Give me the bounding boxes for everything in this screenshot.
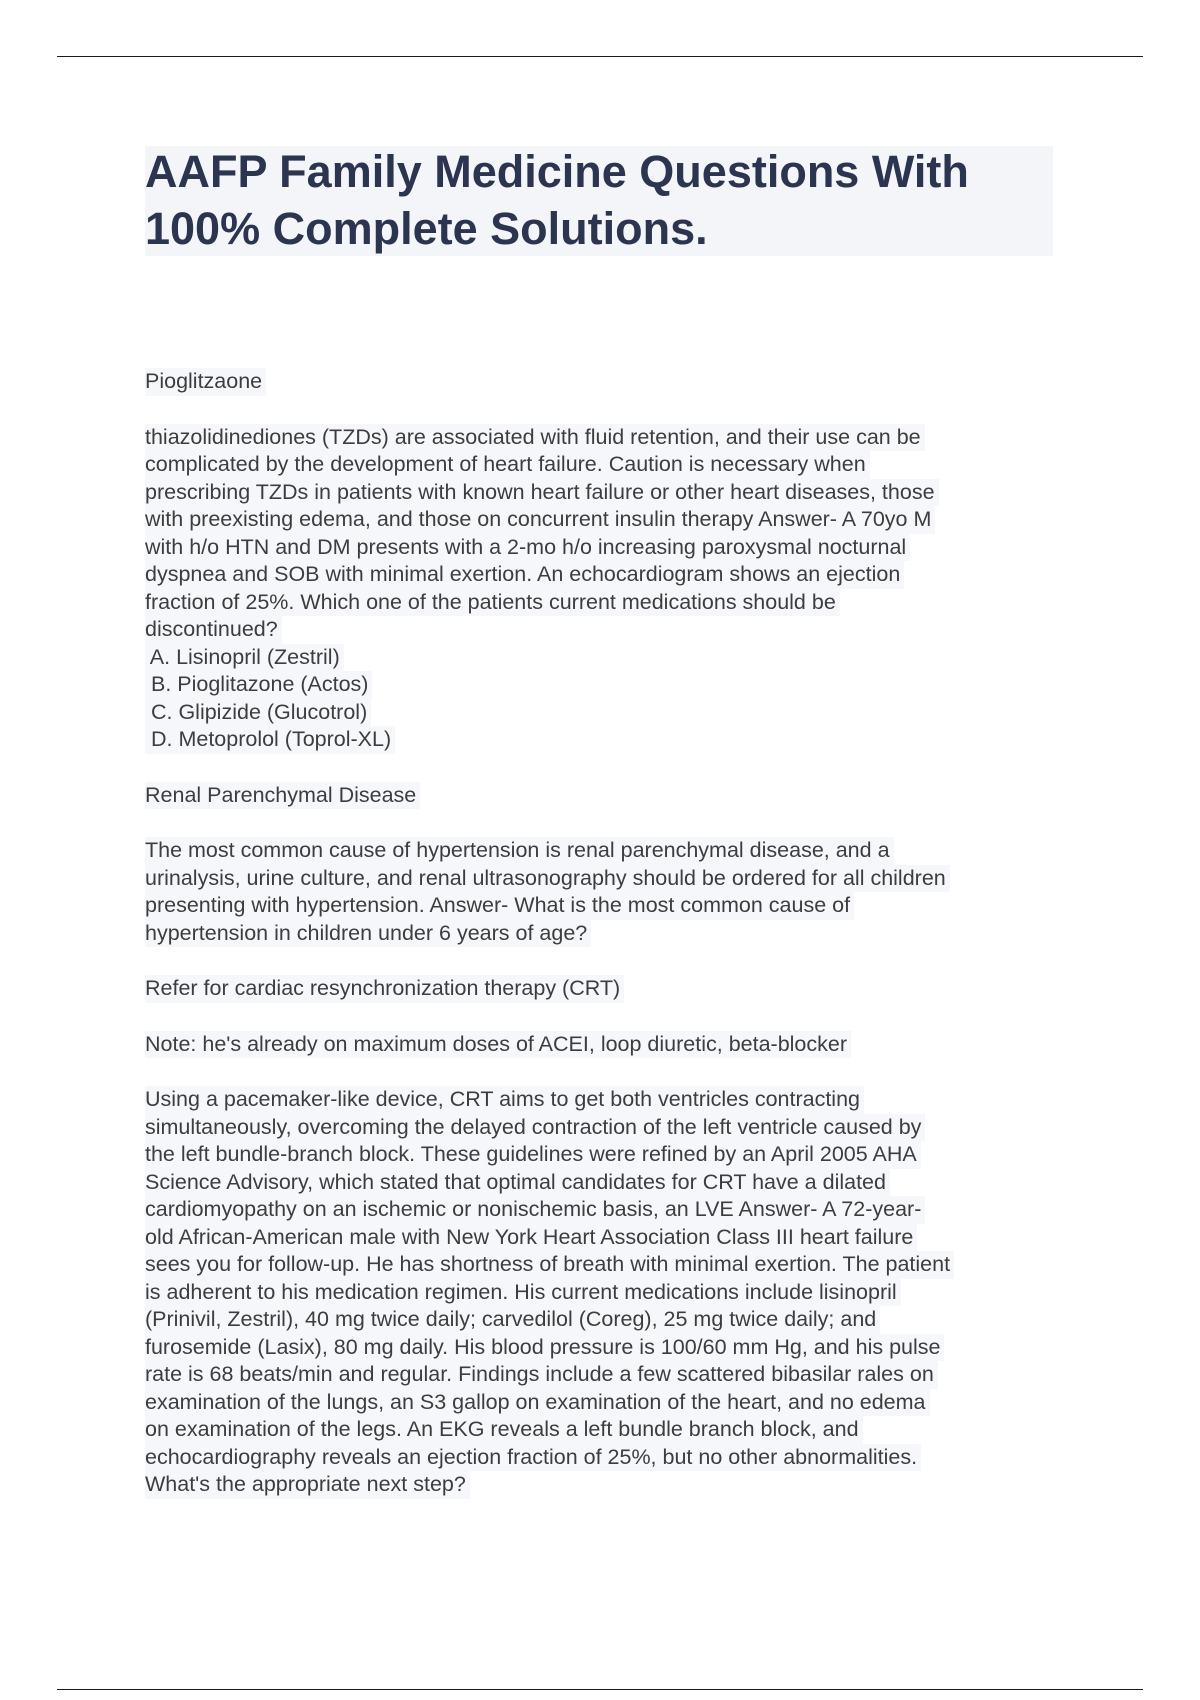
body-line: urinalysis, urine culture, and renal ultrasonography should be ordered for all children (145, 865, 950, 893)
card-3-note (145, 1031, 1045, 1059)
footer-rule (57, 1689, 1143, 1690)
body-line: is adherent to his medication regimen. His current medications include lisinopril (145, 1279, 901, 1307)
body-line: Science Advisory, which stated that optimal candidates for CRT have a dilated (145, 1169, 890, 1197)
answer-option: D. Metoprolol (Toprol-XL) (145, 726, 395, 754)
answer-option: A. Lisinopril (Zestril) (145, 644, 344, 672)
body-line: thiazolidinediones (TZDs) are associated with fluid retention, and their use can be (145, 424, 925, 452)
body-line: sees you for follow-up. He has shortness of breath with minimal exertion. The patient (145, 1251, 954, 1279)
body-line: examination of the lungs, an S3 gallop on examination of the heart, and no edema (145, 1389, 930, 1417)
answer-option: C. Glipizide (Glucotrol) (145, 699, 371, 727)
body-line: prescribing TZDs in patients with known heart failure or other heart diseases, those (145, 479, 939, 507)
header-rule (57, 56, 1143, 57)
note-text: Note: he's already on maximum doses of ACEI, loop diuretic, beta-blocker (145, 1031, 851, 1059)
body-line: complicated by the development of heart failure. Caution is necessary when (145, 451, 870, 479)
term-text: Refer for cardiac resynchronization therapy (CRT) (145, 975, 624, 1003)
body-line: furosemide (Lasix), 80 mg daily. His blood pressure is 100/60 mm Hg, and his pulse (145, 1334, 944, 1362)
body-line: dyspnea and SOB with minimal exertion. An echocardiogram shows an ejection (145, 561, 904, 589)
term-text: Renal Parenchymal Disease (145, 782, 420, 810)
term-text: Pioglitzaone (145, 368, 266, 396)
body-line: old African-American male with New York Heart Association Class III heart failure (145, 1224, 917, 1252)
document-body (145, 368, 1045, 1499)
card-2-term (145, 782, 1045, 810)
title-line: AAFP Family Medicine Questions With (145, 146, 969, 197)
body-line: simultaneously, overcoming the delayed contraction of the left ventricle caused by (145, 1114, 925, 1142)
body-line: echocardiography reveals an ejection fraction of 25%, but no other abnormalities. (145, 1444, 921, 1472)
body-line: hypertension in children under 6 years of age? (145, 920, 591, 948)
body-line: with preexisting edema, and those on concurrent insulin therapy Answer- A 70yo M (145, 506, 935, 534)
body-line: with h/o HTN and DM presents with a 2-mo h/o increasing paroxysmal nocturnal (145, 534, 910, 562)
body-line: the left bundle-branch block. These guidelines were refined by an April 2005 AHA (145, 1141, 921, 1169)
card-3-definition (145, 1086, 1045, 1499)
body-line: on examination of the legs. An EKG reveals a left bundle branch block, and (145, 1416, 863, 1444)
body-line: cardiomyopathy on an ischemic or nonischemic basis, an LVE Answer- A 72-year- (145, 1196, 925, 1224)
body-line: discontinued? (145, 616, 282, 644)
document-title (145, 143, 1053, 257)
card-2-definition (145, 837, 1045, 947)
body-line: What's the appropriate next step? (145, 1471, 470, 1499)
body-line: presenting with hypertension. Answer- What is the most common cause of (145, 892, 854, 920)
card-1-term (145, 368, 1045, 396)
answer-option: B. Pioglitazone (Actos) (145, 671, 372, 699)
body-line: rate is 68 beats/min and regular. Findings include a few scattered bibasilar rales on (145, 1361, 938, 1389)
body-line: (Prinivil, Zestril), 40 mg twice daily; carvedilol (Coreg), 25 mg twice daily; and (145, 1306, 880, 1334)
body-line: fraction of 25%. Which one of the patients current medications should be (145, 589, 840, 617)
card-1-definition (145, 424, 1045, 754)
body-line: Using a pacemaker-like device, CRT aims to get both ventricles contracting (145, 1086, 864, 1114)
title-line: 100% Complete Solutions. (145, 203, 708, 254)
body-line: The most common cause of hypertension is renal parenchymal disease, and a (145, 837, 894, 865)
card-3-term (145, 975, 1045, 1003)
